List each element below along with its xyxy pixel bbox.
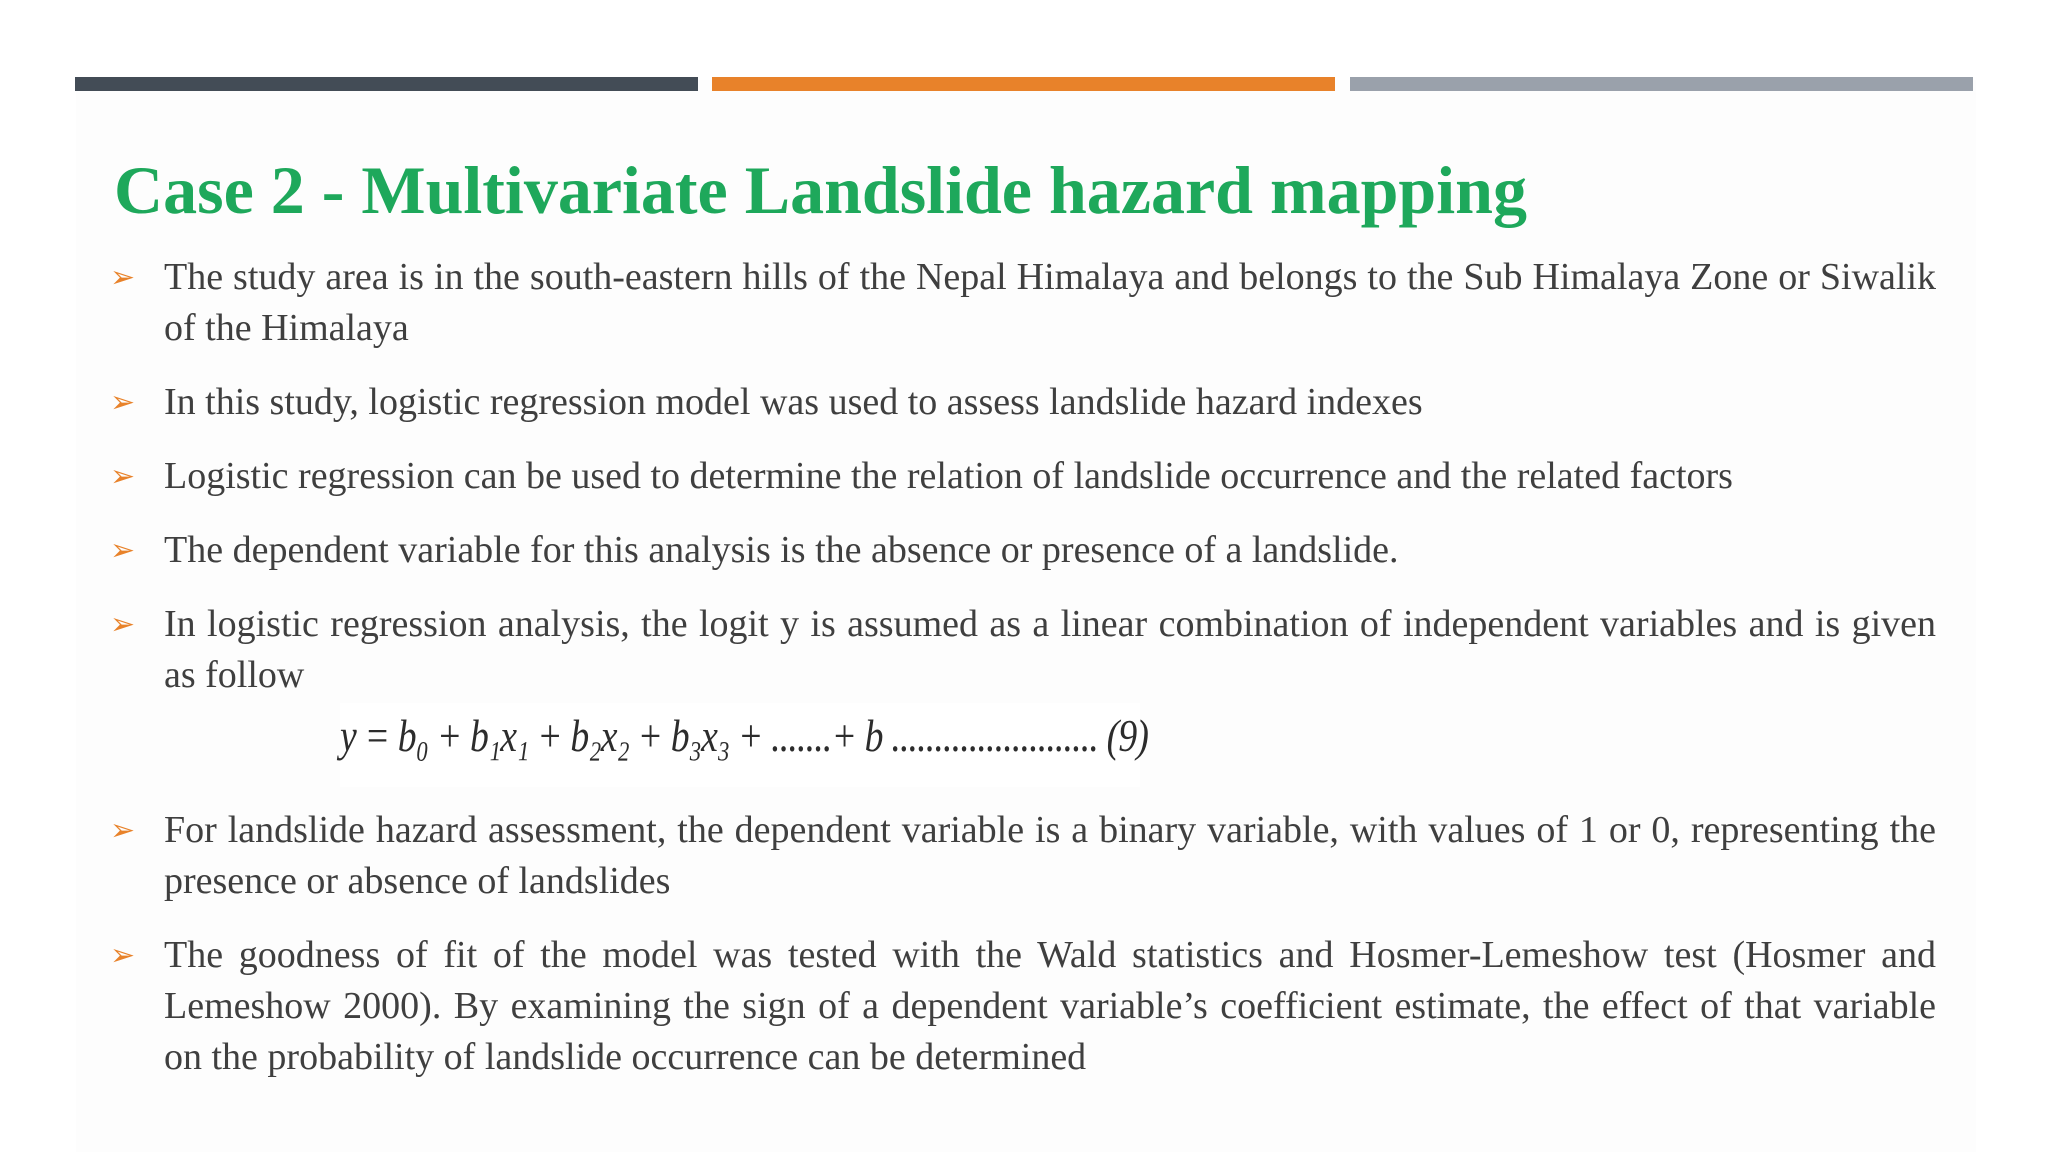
accent-bar-gray xyxy=(1350,77,1973,91)
bullet-text: The study area is in the south-eastern hills of the Nepal Himalaya and belongs to the Sub Himalaya Zone or Siwalik of the Himalaya xyxy=(164,256,1936,349)
bullet-list xyxy=(110,252,1936,1106)
bullet-item xyxy=(110,599,1936,701)
bullet-text: Logistic regression can be used to determine the relation of landslide occurrence and the related factors xyxy=(164,455,1733,497)
arrow-right-bullet-icon: ➢ xyxy=(110,813,136,848)
bullet-text: The goodness of fit of the model was tested with the Wald statistics and Hosmer-Lemeshow test (Hosmer and Lemeshow 2000). By examining the sign of a dependent variable’s coefficient estimate, the effect of that variable on the probability of landslide occurrence can be determined xyxy=(164,934,1936,1078)
arrow-right-bullet-icon: ➢ xyxy=(110,385,136,420)
bullet-text: The dependent variable for this analysis is the absence or presence of a landslide. xyxy=(164,529,1399,571)
bullet-item xyxy=(110,252,1936,354)
equation-image xyxy=(340,703,1149,787)
bullet-item xyxy=(110,525,1936,576)
bullet-item xyxy=(110,451,1936,502)
slide-title: Case 2 - Multivariate Landslide hazard mapping xyxy=(114,152,1527,228)
bullet-text: In logistic regression analysis, the logit y is assumed as a linear combination of independent variables and is given as follow xyxy=(164,603,1936,696)
accent-bar-orange xyxy=(712,77,1335,91)
bullet-item xyxy=(110,930,1936,1083)
arrow-right-bullet-icon: ➢ xyxy=(110,459,136,494)
arrow-right-bullet-icon: ➢ xyxy=(110,938,136,973)
bullet-item xyxy=(110,805,1936,907)
bullet-text: In this study, logistic regression model was used to assess landslide hazard indexes xyxy=(164,381,1423,423)
accent-bar-dark xyxy=(75,77,698,91)
bullet-item xyxy=(110,377,1936,428)
equation-text: y = b₀ + b₁x₁ + b₂x₂ + b₃x₃ + .......+ b ........................ (9) xyxy=(340,710,1149,761)
arrow-right-bullet-icon: ➢ xyxy=(110,607,136,642)
bullet-text: For landslide hazard assessment, the dependent variable is a binary variable, with values of 1 or 0, representing the presence or absence of landslides xyxy=(164,809,1936,902)
arrow-right-bullet-icon: ➢ xyxy=(110,533,136,568)
arrow-right-bullet-icon: ➢ xyxy=(110,260,136,295)
